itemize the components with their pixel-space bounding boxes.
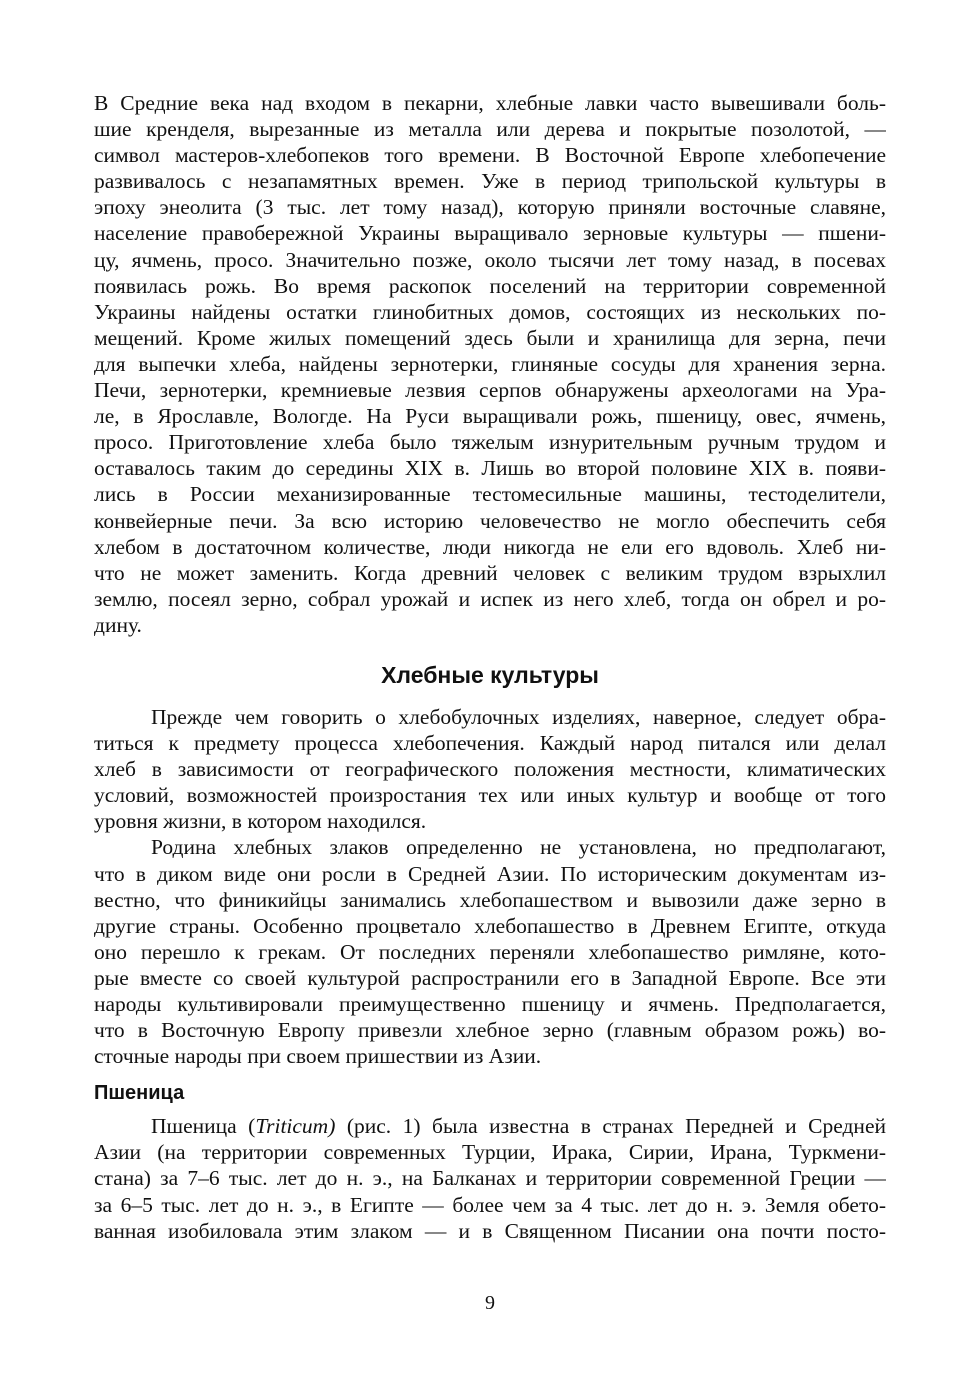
text-line: что не может заменить. Когда древний человек с великим трудом взрыхлил	[94, 560, 886, 585]
text-line: символ мастеров-хлебопеков того времени. В Восточной Европе хлебопечение	[94, 143, 886, 168]
text-line: другие страны. Особенно процветало хлебопашество в Древнем Египте, откуда	[94, 913, 886, 938]
text-line: землю, посеял зерно, собрал урожай и испек из него хлеб, тогда он обрел и ро-	[94, 586, 886, 611]
text-line: появилась рожь. Во время раскопок поселений на территории современной	[94, 273, 886, 298]
text-line: эпоху энеолита (3 тыс. лет тому назад), которую приняли восточные славяне,	[94, 195, 886, 220]
section-heading: Хлебные культуры	[381, 661, 599, 688]
section-paragraph-1	[94, 704, 886, 834]
text-line: ванная изобиловала этим злаком — и в Священном Писании она почти посто-	[94, 1218, 886, 1243]
text-line: для выпечки хлеба, найдены зернотерки, глиняные сосуды для хранения зерна.	[94, 351, 886, 376]
text-line: за 6–5 тыс. лет до н. э., в Египте — более чем за 4 тыс. лет до н. э. Земля обето-	[94, 1192, 886, 1217]
subsection-paragraph	[94, 1113, 886, 1243]
text-line: Прежде чем говорить о хлебобулочных изделиях, наверное, следует обра-	[151, 704, 886, 729]
text-line: оставалось таким до середины XIX в. Лишь во второй половине XIX в. появи-	[94, 456, 886, 481]
text-line: вестно, что финикийцы занимались хлебопашеством и вывозили даже зерно в	[94, 887, 886, 912]
text-line: ле, в Ярославле, Вологде. На Руси выращивали рожь, пшеницу, овес, ячмень,	[94, 404, 886, 429]
text-line: хлебом в достаточном количестве, люди никогда не ели его вдоволь. Хлеб ни-	[94, 534, 886, 559]
text-line: Азии (на территории современных Турции, Ирака, Сирии, Ирана, Туркмени-	[94, 1140, 886, 1165]
text-line: сточные народы при своем пришествии из Азии.	[94, 1044, 542, 1069]
section-paragraph-2	[94, 834, 886, 1069]
text-line: народы культивировали преимущественно пшеницу и ячмень. Предполагается,	[94, 992, 886, 1016]
page-number: 9	[485, 1292, 495, 1314]
text-line: мещений. Кроме жилых помещений здесь были и хранилища для зерна, печи	[94, 325, 886, 350]
text-line: оно перешло к грекам. От последних переняли хлебопашество римляне, кото-	[94, 939, 886, 964]
text-line: население правобережной Украины выращивало зерновые культуры — пшени-	[94, 221, 886, 246]
text-line: лись в России механизированные тестомесильные машины, тестоделители,	[94, 482, 886, 507]
page-body	[94, 90, 886, 1244]
text-line: рые вместе со своей культурой распространили его в Западной Европе. Все эти	[94, 965, 886, 990]
text-line: дину.	[94, 612, 142, 637]
text-fragment: (рис. 1) была известна в странах Передней и Средней	[335, 1114, 886, 1139]
text-line: конвейерные печи. За всю историю человечество не могло обеспечить себя	[94, 508, 886, 533]
text-line: уровня жизни, в котором находился.	[94, 809, 427, 834]
text-line: условий, возможностей произростания тех или иных культур и вообще от того	[94, 783, 886, 808]
text-line: цу, ячмень, просо. Значительно позже, около тысячи лет тому назад, в посевах	[94, 247, 886, 272]
text-line: титься к предмету процесса хлебопечения. Каждый народ питался или делал	[94, 731, 886, 756]
text-line	[94, 1113, 886, 1139]
text-line: просо. Приготовление хлеба было тяжелым изнурительным ручным трудом и	[94, 430, 886, 455]
text-line: Печи, зернотерки, кремниевые лезвия серпов обнаружены археологами на Ура-	[94, 378, 886, 403]
text-line: стана) за 7–6 тыс. лет до н. э., на Балканах и территории современной Греции —	[94, 1166, 886, 1191]
subsection-heading: Пшеница	[94, 1082, 185, 1105]
text-line: что в диком виде они росли в Средней Азии. По историческим документам из-	[94, 861, 886, 886]
latin-name: Triticum)	[255, 1114, 336, 1139]
text-line: шие кренделя, вырезанные из металла или дерева и покрытые позолотой, —	[94, 117, 886, 142]
text-line: хлеб в зависимости от географического положения местности, климатических	[94, 757, 886, 782]
text-line: В Средние века над входом в пекарни, хлебные лавки часто вывешивали боль-	[94, 91, 886, 115]
text-fragment: Пшеница (	[151, 1114, 256, 1139]
text-line: Украины найдены остатки глинобитных домов, состоящих из нескольких по-	[94, 299, 886, 324]
text-line: Родина хлебных злаков определенно не установлена, но предполагают,	[151, 835, 886, 860]
text-line: что в Восточную Европу привезли хлебное зерно (главным образом рожь) во-	[94, 1018, 886, 1043]
text-line: развивалось с незапамятных времен. Уже в период трипольской культуры в	[94, 169, 886, 194]
intro-paragraph	[94, 90, 886, 638]
